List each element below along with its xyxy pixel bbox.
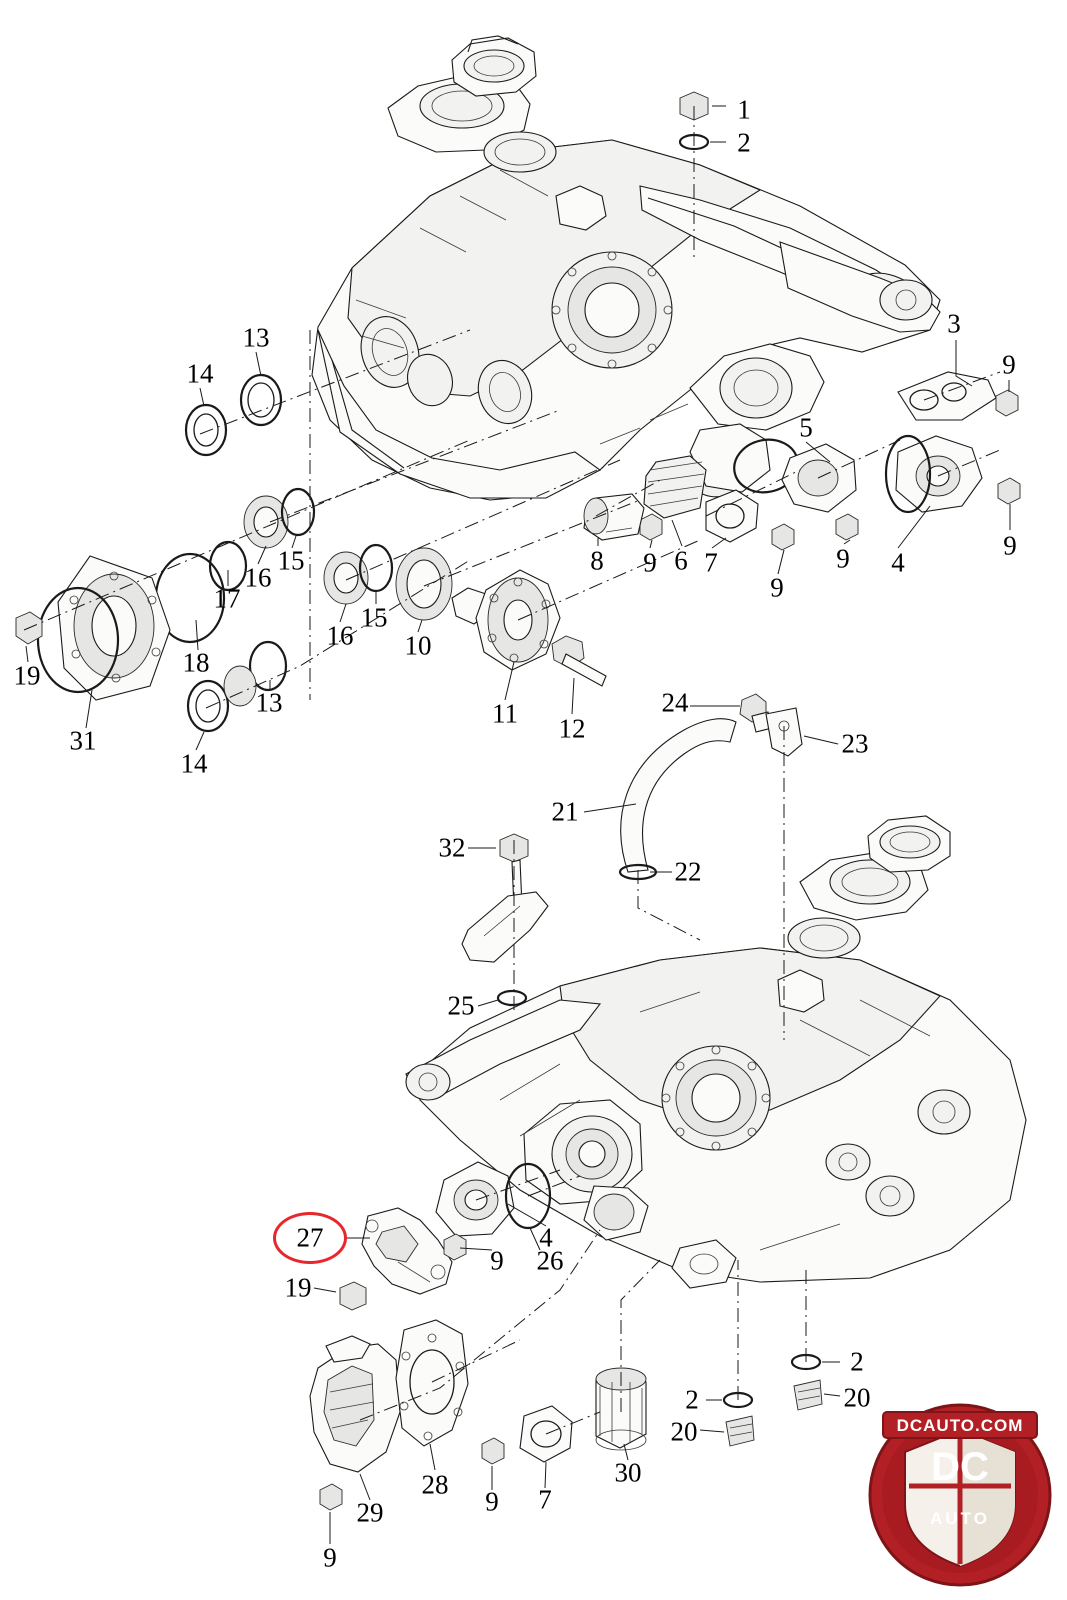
highlight-ring-27 [273, 1212, 347, 1264]
callout-20b: 20 [670, 1416, 698, 1447]
callout-10: 10 [404, 630, 432, 661]
callout-4b: 4 [539, 1222, 553, 1253]
callout-2c: 2 [685, 1384, 699, 1415]
callout-24: 24 [661, 687, 689, 718]
callout-26: 26 [536, 1245, 564, 1276]
callout-9d: 9 [770, 572, 784, 603]
callout-25: 25 [447, 990, 475, 1021]
callout-7b: 7 [538, 1484, 552, 1515]
callout-4a: 4 [891, 547, 905, 578]
callout-11: 11 [492, 698, 518, 729]
callout-9b: 9 [1003, 530, 1017, 561]
callout-30: 30 [614, 1457, 642, 1488]
callout-22: 22 [674, 856, 702, 887]
callout-13b: 13 [255, 687, 283, 718]
callout-3: 3 [947, 308, 961, 339]
hose-assembly [620, 694, 802, 879]
callout-31: 31 [69, 725, 97, 756]
callout-16b: 16 [326, 620, 354, 651]
callout-14a: 14 [186, 358, 214, 389]
upper-engine-block [312, 36, 940, 505]
callout-2b: 2 [850, 1346, 864, 1377]
callout-18: 18 [182, 647, 210, 678]
callout-9c: 9 [836, 543, 850, 574]
callout-9f: 9 [490, 1245, 504, 1276]
callout-12: 12 [558, 713, 586, 744]
callout-9g: 9 [485, 1486, 499, 1517]
dcauto-watermark [865, 1400, 1055, 1590]
callout-1: 1 [737, 94, 751, 125]
callout-6: 6 [674, 545, 688, 576]
callout-28: 28 [421, 1469, 449, 1500]
callout-9h: 9 [323, 1542, 337, 1573]
callout-17: 17 [213, 583, 241, 614]
watermark-brand: DC [931, 1445, 989, 1489]
callout-32: 32 [438, 832, 466, 863]
callout-14b: 14 [180, 748, 208, 779]
watermark-site: DCAUTO.COM [896, 1416, 1024, 1435]
callout-9e: 9 [643, 547, 657, 578]
callout-19a: 19 [13, 660, 41, 691]
callout-16a: 16 [244, 562, 272, 593]
callout-13a: 13 [242, 322, 270, 353]
callout-19b: 19 [284, 1272, 312, 1303]
callout-15b: 15 [360, 602, 388, 633]
callout-8: 8 [590, 545, 604, 576]
callout-27: 27 [296, 1222, 324, 1253]
callout-2: 2 [737, 127, 751, 158]
dipstick-bracket [462, 834, 548, 1005]
callout-15a: 15 [277, 545, 305, 576]
callout-7a: 7 [704, 547, 718, 578]
callout-21: 21 [551, 796, 579, 827]
callout-20a: 20 [843, 1382, 871, 1413]
callout-9a: 9 [1002, 349, 1016, 380]
watermark-sub: AUTO [930, 1509, 990, 1528]
callout-5: 5 [799, 412, 813, 443]
callout-23: 23 [841, 728, 869, 759]
callout-29: 29 [356, 1497, 384, 1528]
